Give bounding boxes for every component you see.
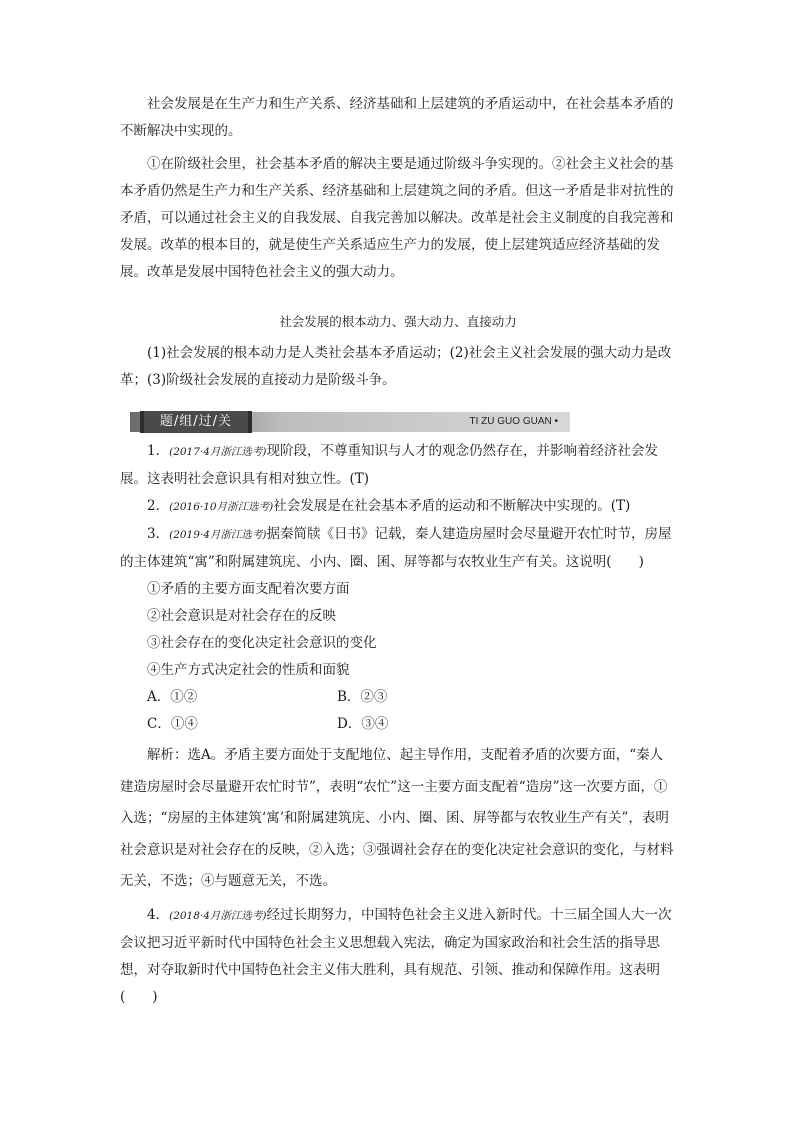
statement-2: ②社会意识是对社会存在的反映 <box>147 608 336 624</box>
option-c: C．①④ <box>147 716 198 732</box>
statement-4: ④生产方式决定社会的性质和面貌 <box>147 662 350 678</box>
question-source: (2017·4月浙江选考) <box>169 446 267 458</box>
question-text: 据秦简牍《日书》记载，秦人建造房屋时会尽量避开农忙时节，房屋的主体建筑“寓”和附属建筑庑、小内、圈、囷、屏等都与农牧业生产有关。这说明( ) <box>120 526 672 570</box>
question-3 <box>120 521 676 576</box>
question-text: 现阶段，不尊重知识与人才的观念仍然存在，并影响着经济社会发展。这表明社会意识具有相对独立性。(T) <box>120 443 659 487</box>
question-1 <box>120 438 676 493</box>
question-text: 社会发展是在社会基本矛盾的运动和不断解决中实现的。(T) <box>273 498 631 514</box>
option-a: A．①② <box>147 689 198 705</box>
section-banner <box>130 412 570 432</box>
question-number: 2． <box>147 498 170 514</box>
statement-1: ①矛盾的主要方面支配着次要方面 <box>147 581 350 597</box>
question-4 <box>120 902 676 1011</box>
analysis: 解析：选A。矛盾主要方面处于支配地位、起主导作用，支配着矛盾的次要方面，“秦人建造房屋时会尽量避开农忙时节”，表明“农忙”这一主要方面支配着“造房”这一次要方面，①入选；“房屋的主体建筑‘寓’和附属建筑庑、小内、圈、囷、屏等都与农牧业生产有关”，表明社会意识是对社会存在的反映，②入选；③强调社会存在的变化决定社会意识的变化，与材料无关，不选；④与题意无关，不选。 <box>120 747 674 889</box>
intro-paragraph-1: 社会发展是在生产力和生产关系、经济基础和上层建筑的矛盾运动中，在社会基本矛盾的不断解决中实现的。 <box>120 96 674 139</box>
section-body <box>120 340 676 394</box>
question-source: (2019·4月浙江选考) <box>169 529 267 541</box>
option-b: B．②③ <box>337 689 388 705</box>
question-list <box>120 438 676 1011</box>
intro-block <box>120 91 676 286</box>
banner-subtitle: TI ZU GUO GUAN • <box>469 416 558 427</box>
question-source: (2018·4月浙江选考) <box>169 909 267 922</box>
question-number: 1． <box>147 443 170 459</box>
question-2 <box>120 493 676 521</box>
options-row-2 <box>120 711 676 738</box>
question-text: 经过长期努力，中国特色社会主义进入新时代。十三届全国人大一次会议把习近平新时代中国特色社会主义思想载入宪法，确定为国家政治和社会生活的指导思想，对夺取新时代中国特色社会主义伟大胜利，具有规范、引领、推动和保障作用。这表明( ) <box>120 906 672 1005</box>
section-body-text: (1)社会发展的根本动力是人类社会基本矛盾运动；(2)社会主义社会发展的强大动力是改革；(3)阶级社会发展的直接动力是阶级斗争。 <box>120 345 672 388</box>
option-d: D．③④ <box>337 716 389 732</box>
question-number: 4． <box>147 906 170 923</box>
intro-paragraph-2: ①在阶级社会里，社会基本矛盾的解决主要是通过阶级斗争实现的。②社会主义社会的基本矛盾仍然是生产力和生产关系、经济基础和上层建筑之间的矛盾。但这一矛盾是非对抗性的矛盾，可以通过社会主义的自我发展、自我完善加以解决。改革是社会主义制度的自我完善和发展。改革的根本目的，就是使生产关系适应生产力的发展，使上层建筑适应经济基础的发展。改革是发展中国特色社会主义的强大动力。 <box>120 156 674 280</box>
options-row-1 <box>120 684 676 711</box>
statement-3: ③社会存在的变化决定社会意识的变化 <box>147 635 377 651</box>
banner-title: 题/组/过/关 <box>140 411 252 433</box>
question-source: (2016·10月浙江选考) <box>169 501 274 513</box>
section-heading: 社会发展的根本动力、强大动力、直接动力 <box>279 314 517 329</box>
question-number: 3． <box>147 526 170 542</box>
